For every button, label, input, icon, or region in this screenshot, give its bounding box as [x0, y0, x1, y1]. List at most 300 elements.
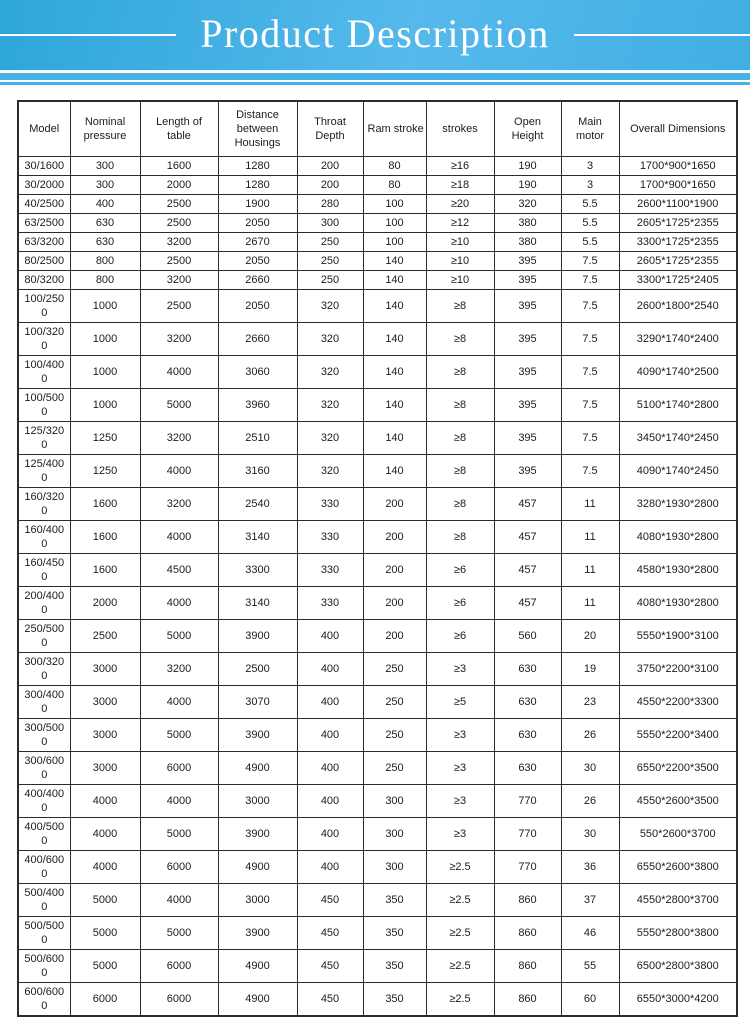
table-cell-open-height: 457: [494, 554, 561, 587]
table-cell-throat-depth: 450: [297, 983, 363, 1017]
column-header-throat-depth: Throat Depth: [297, 101, 363, 157]
table-cell-overall-dimensions: 6550*2600*3800: [619, 851, 737, 884]
table-cell-ram-stroke: 300: [363, 851, 426, 884]
table-cell-throat-depth: 400: [297, 785, 363, 818]
table-cell-distance-between-housings: 3160: [218, 455, 297, 488]
table-cell-length-of-table: 5000: [140, 719, 218, 752]
table-cell-distance-between-housings: 2660: [218, 271, 297, 290]
table-cell-distance-between-housings: 2050: [218, 290, 297, 323]
table-row: [18, 950, 737, 983]
table-cell-strokes: ≥12: [426, 214, 494, 233]
table-cell-distance-between-housings: 3070: [218, 686, 297, 719]
table-cell-ram-stroke: 140: [363, 356, 426, 389]
table-cell-model: 100/3200: [18, 323, 70, 356]
table-cell-open-height: 770: [494, 818, 561, 851]
table-cell-length-of-table: 5000: [140, 917, 218, 950]
product-description-banner: [0, 0, 750, 70]
table-cell-nominal-pressure: 3000: [70, 752, 140, 785]
table-cell-open-height: 630: [494, 686, 561, 719]
table-cell-open-height: 395: [494, 252, 561, 271]
table-cell-main-motor: 36: [561, 851, 619, 884]
table-cell-length-of-table: 5000: [140, 389, 218, 422]
table-cell-model: 63/2500: [18, 214, 70, 233]
table-cell-nominal-pressure: 2000: [70, 587, 140, 620]
table-cell-distance-between-housings: 1280: [218, 157, 297, 176]
table-cell-overall-dimensions: 2605*1725*2355: [619, 214, 737, 233]
table-cell-model: 500/5000: [18, 917, 70, 950]
table-cell-throat-depth: 200: [297, 176, 363, 195]
table-cell-nominal-pressure: 800: [70, 252, 140, 271]
table-cell-overall-dimensions: 6550*3000*4200: [619, 983, 737, 1017]
table-cell-nominal-pressure: 5000: [70, 950, 140, 983]
table-cell-nominal-pressure: 300: [70, 157, 140, 176]
table-row: [18, 521, 737, 554]
column-header-ram-stroke: Ram stroke: [363, 101, 426, 157]
table-cell-throat-depth: 400: [297, 752, 363, 785]
column-header-strokes: strokes: [426, 101, 494, 157]
table-cell-length-of-table: 6000: [140, 851, 218, 884]
table-cell-throat-depth: 400: [297, 620, 363, 653]
table-cell-distance-between-housings: 3900: [218, 719, 297, 752]
table-cell-model: 300/4000: [18, 686, 70, 719]
table-cell-length-of-table: 4000: [140, 785, 218, 818]
table-cell-distance-between-housings: 1900: [218, 195, 297, 214]
table-cell-strokes: ≥6: [426, 620, 494, 653]
table-row: [18, 214, 737, 233]
table-cell-strokes: ≥20: [426, 195, 494, 214]
table-cell-main-motor: 20: [561, 620, 619, 653]
table-cell-overall-dimensions: 4080*1930*2800: [619, 587, 737, 620]
table-row: [18, 719, 737, 752]
table-cell-open-height: 395: [494, 356, 561, 389]
table-cell-open-height: 630: [494, 653, 561, 686]
table-cell-open-height: 630: [494, 719, 561, 752]
table-cell-throat-depth: 300: [297, 214, 363, 233]
table-cell-throat-depth: 400: [297, 818, 363, 851]
table-cell-model: 100/5000: [18, 389, 70, 422]
table-cell-model: 100/4000: [18, 356, 70, 389]
table-cell-ram-stroke: 200: [363, 521, 426, 554]
table-cell-overall-dimensions: 5100*1740*2800: [619, 389, 737, 422]
table-cell-ram-stroke: 250: [363, 653, 426, 686]
table-cell-length-of-table: 4000: [140, 521, 218, 554]
table-cell-open-height: 457: [494, 587, 561, 620]
banner-stripe-thin: [0, 82, 750, 85]
table-cell-strokes: ≥18: [426, 176, 494, 195]
table-row: [18, 983, 737, 1017]
column-header-main-motor: Main motor: [561, 101, 619, 157]
column-header-overall-dimensions: Overall Dimensions: [619, 101, 737, 157]
table-cell-ram-stroke: 140: [363, 271, 426, 290]
table-cell-distance-between-housings: 3140: [218, 587, 297, 620]
table-cell-ram-stroke: 350: [363, 917, 426, 950]
table-cell-nominal-pressure: 400: [70, 195, 140, 214]
table-cell-throat-depth: 400: [297, 719, 363, 752]
table-cell-open-height: 395: [494, 422, 561, 455]
table-cell-strokes: ≥8: [426, 422, 494, 455]
table-cell-nominal-pressure: 5000: [70, 917, 140, 950]
table-cell-throat-depth: 250: [297, 271, 363, 290]
banner-left-rule: [0, 34, 176, 36]
table-cell-model: 500/4000: [18, 884, 70, 917]
table-cell-length-of-table: 6000: [140, 950, 218, 983]
table-row: [18, 422, 737, 455]
table-cell-open-height: 560: [494, 620, 561, 653]
table-cell-strokes: ≥2.5: [426, 983, 494, 1017]
table-cell-length-of-table: 3200: [140, 422, 218, 455]
table-cell-open-height: 457: [494, 488, 561, 521]
table-cell-open-height: 395: [494, 323, 561, 356]
table-cell-length-of-table: 2000: [140, 176, 218, 195]
table-cell-strokes: ≥2.5: [426, 884, 494, 917]
table-cell-main-motor: 3: [561, 176, 619, 195]
table-cell-length-of-table: 4000: [140, 356, 218, 389]
table-cell-length-of-table: 2500: [140, 195, 218, 214]
table-cell-throat-depth: 320: [297, 422, 363, 455]
table-cell-nominal-pressure: 4000: [70, 851, 140, 884]
table-cell-open-height: 860: [494, 983, 561, 1017]
table-cell-open-height: 860: [494, 884, 561, 917]
table-row: [18, 818, 737, 851]
table-row: [18, 233, 737, 252]
table-cell-open-height: 770: [494, 785, 561, 818]
table-row: [18, 851, 737, 884]
table-cell-length-of-table: 3200: [140, 323, 218, 356]
column-header-open-height: Open Height: [494, 101, 561, 157]
table-cell-ram-stroke: 350: [363, 983, 426, 1017]
table-cell-main-motor: 19: [561, 653, 619, 686]
table-cell-ram-stroke: 350: [363, 884, 426, 917]
table-cell-ram-stroke: 200: [363, 554, 426, 587]
table-cell-main-motor: 7.5: [561, 356, 619, 389]
table-cell-throat-depth: 280: [297, 195, 363, 214]
table-cell-strokes: ≥8: [426, 455, 494, 488]
table-cell-model: 125/3200: [18, 422, 70, 455]
table-cell-overall-dimensions: 3280*1930*2800: [619, 488, 737, 521]
table-cell-distance-between-housings: 3900: [218, 818, 297, 851]
table-cell-ram-stroke: 80: [363, 176, 426, 195]
table-cell-overall-dimensions: 6500*2800*3800: [619, 950, 737, 983]
table-cell-distance-between-housings: 4900: [218, 983, 297, 1017]
table-cell-nominal-pressure: 800: [70, 271, 140, 290]
table-cell-throat-depth: 330: [297, 521, 363, 554]
table-cell-model: 160/3200: [18, 488, 70, 521]
table-cell-main-motor: 11: [561, 488, 619, 521]
table-cell-open-height: 395: [494, 389, 561, 422]
table-cell-distance-between-housings: 2510: [218, 422, 297, 455]
table-cell-model: 250/5000: [18, 620, 70, 653]
table-row: [18, 884, 737, 917]
table-cell-strokes: ≥3: [426, 785, 494, 818]
table-cell-main-motor: 11: [561, 554, 619, 587]
table-cell-ram-stroke: 250: [363, 752, 426, 785]
table-cell-overall-dimensions: 4090*1740*2450: [619, 455, 737, 488]
table-cell-throat-depth: 320: [297, 455, 363, 488]
table-cell-strokes: ≥10: [426, 233, 494, 252]
table-cell-throat-depth: 250: [297, 252, 363, 271]
table-cell-open-height: 770: [494, 851, 561, 884]
table-cell-main-motor: 7.5: [561, 323, 619, 356]
table-cell-overall-dimensions: 3450*1740*2450: [619, 422, 737, 455]
table-cell-overall-dimensions: 550*2600*3700: [619, 818, 737, 851]
table-cell-open-height: 380: [494, 214, 561, 233]
table-cell-main-motor: 7.5: [561, 290, 619, 323]
table-cell-distance-between-housings: 1280: [218, 176, 297, 195]
table-cell-ram-stroke: 200: [363, 587, 426, 620]
table-cell-main-motor: 55: [561, 950, 619, 983]
table-row: [18, 587, 737, 620]
table-cell-open-height: 860: [494, 917, 561, 950]
spec-table: [17, 100, 738, 1017]
table-cell-throat-depth: 330: [297, 554, 363, 587]
table-cell-distance-between-housings: 3060: [218, 356, 297, 389]
table-row: [18, 176, 737, 195]
table-cell-strokes: ≥2.5: [426, 950, 494, 983]
table-row: [18, 917, 737, 950]
table-cell-nominal-pressure: 1250: [70, 422, 140, 455]
table-cell-nominal-pressure: 6000: [70, 983, 140, 1017]
table-cell-distance-between-housings: 3900: [218, 620, 297, 653]
table-row: [18, 785, 737, 818]
column-header-distance-between-housings: Distance between Housings: [218, 101, 297, 157]
table-cell-length-of-table: 6000: [140, 983, 218, 1017]
table-cell-overall-dimensions: 3290*1740*2400: [619, 323, 737, 356]
table-cell-strokes: ≥8: [426, 488, 494, 521]
table-cell-ram-stroke: 300: [363, 818, 426, 851]
table-cell-throat-depth: 320: [297, 389, 363, 422]
table-cell-strokes: ≥2.5: [426, 851, 494, 884]
table-cell-length-of-table: 5000: [140, 620, 218, 653]
table-cell-nominal-pressure: 1600: [70, 554, 140, 587]
table-cell-distance-between-housings: 4900: [218, 950, 297, 983]
table-cell-main-motor: 26: [561, 785, 619, 818]
table-cell-model: 500/6000: [18, 950, 70, 983]
table-cell-model: 100/2500: [18, 290, 70, 323]
table-cell-distance-between-housings: 2540: [218, 488, 297, 521]
table-cell-length-of-table: 3200: [140, 271, 218, 290]
table-cell-overall-dimensions: 4550*2200*3300: [619, 686, 737, 719]
table-cell-strokes: ≥10: [426, 271, 494, 290]
table-cell-main-motor: 7.5: [561, 455, 619, 488]
column-header-model: Model: [18, 101, 70, 157]
table-cell-throat-depth: 250: [297, 233, 363, 252]
table-row: [18, 195, 737, 214]
table-cell-length-of-table: 3200: [140, 653, 218, 686]
table-cell-distance-between-housings: 3900: [218, 917, 297, 950]
table-cell-open-height: 860: [494, 950, 561, 983]
table-cell-open-height: 630: [494, 752, 561, 785]
table-cell-throat-depth: 450: [297, 884, 363, 917]
table-cell-model: 125/4000: [18, 455, 70, 488]
table-cell-open-height: 380: [494, 233, 561, 252]
table-cell-nominal-pressure: 3000: [70, 719, 140, 752]
table-cell-open-height: 190: [494, 157, 561, 176]
table-cell-main-motor: 26: [561, 719, 619, 752]
table-cell-model: 400/4000: [18, 785, 70, 818]
table-row: [18, 290, 737, 323]
table-cell-main-motor: 30: [561, 752, 619, 785]
table-cell-model: 30/2000: [18, 176, 70, 195]
table-cell-model: 80/3200: [18, 271, 70, 290]
table-cell-throat-depth: 320: [297, 290, 363, 323]
table-cell-throat-depth: 330: [297, 488, 363, 521]
table-cell-throat-depth: 400: [297, 653, 363, 686]
table-cell-strokes: ≥3: [426, 653, 494, 686]
table-cell-distance-between-housings: 4900: [218, 851, 297, 884]
table-cell-model: 300/3200: [18, 653, 70, 686]
table-cell-main-motor: 60: [561, 983, 619, 1017]
table-cell-main-motor: 7.5: [561, 389, 619, 422]
table-cell-length-of-table: 2500: [140, 214, 218, 233]
table-cell-main-motor: 5.5: [561, 233, 619, 252]
table-cell-throat-depth: 450: [297, 950, 363, 983]
table-cell-main-motor: 23: [561, 686, 619, 719]
table-cell-strokes: ≥3: [426, 719, 494, 752]
table-row: [18, 323, 737, 356]
table-cell-strokes: ≥8: [426, 389, 494, 422]
table-cell-overall-dimensions: 4550*2800*3700: [619, 884, 737, 917]
table-cell-strokes: ≥6: [426, 554, 494, 587]
table-cell-strokes: ≥8: [426, 356, 494, 389]
table-cell-nominal-pressure: 5000: [70, 884, 140, 917]
table-cell-main-motor: 7.5: [561, 271, 619, 290]
table-cell-throat-depth: 320: [297, 356, 363, 389]
table-cell-open-height: 395: [494, 290, 561, 323]
table-cell-model: 30/1600: [18, 157, 70, 176]
table-cell-main-motor: 46: [561, 917, 619, 950]
table-cell-distance-between-housings: 3300: [218, 554, 297, 587]
table-cell-ram-stroke: 100: [363, 233, 426, 252]
table-cell-nominal-pressure: 1600: [70, 488, 140, 521]
table-row: [18, 653, 737, 686]
table-cell-strokes: ≥5: [426, 686, 494, 719]
table-cell-throat-depth: 400: [297, 851, 363, 884]
table-row: [18, 554, 737, 587]
table-cell-main-motor: 11: [561, 521, 619, 554]
table-cell-overall-dimensions: 4580*1930*2800: [619, 554, 737, 587]
table-cell-open-height: 190: [494, 176, 561, 195]
table-cell-ram-stroke: 80: [363, 157, 426, 176]
table-cell-length-of-table: 3200: [140, 488, 218, 521]
table-cell-model: 160/4500: [18, 554, 70, 587]
table-cell-distance-between-housings: 2500: [218, 653, 297, 686]
table-row: [18, 620, 737, 653]
table-cell-overall-dimensions: 5550*1900*3100: [619, 620, 737, 653]
table-cell-ram-stroke: 350: [363, 950, 426, 983]
table-row: [18, 389, 737, 422]
table-cell-length-of-table: 4000: [140, 587, 218, 620]
table-cell-length-of-table: 4000: [140, 455, 218, 488]
table-cell-length-of-table: 1600: [140, 157, 218, 176]
table-cell-ram-stroke: 140: [363, 455, 426, 488]
table-cell-distance-between-housings: 2670: [218, 233, 297, 252]
table-cell-throat-depth: 330: [297, 587, 363, 620]
table-row: [18, 455, 737, 488]
table-cell-main-motor: 37: [561, 884, 619, 917]
table-cell-overall-dimensions: 6550*2200*3500: [619, 752, 737, 785]
table-row: [18, 488, 737, 521]
table-cell-ram-stroke: 140: [363, 252, 426, 271]
table-cell-nominal-pressure: 1000: [70, 323, 140, 356]
table-cell-length-of-table: 4000: [140, 884, 218, 917]
table-cell-ram-stroke: 140: [363, 389, 426, 422]
table-cell-distance-between-housings: 2050: [218, 252, 297, 271]
table-cell-overall-dimensions: 4550*2600*3500: [619, 785, 737, 818]
table-cell-nominal-pressure: 4000: [70, 785, 140, 818]
table-cell-ram-stroke: 250: [363, 686, 426, 719]
table-cell-distance-between-housings: 3000: [218, 785, 297, 818]
table-cell-throat-depth: 450: [297, 917, 363, 950]
table-row: [18, 271, 737, 290]
table-cell-throat-depth: 400: [297, 686, 363, 719]
table-row: [18, 157, 737, 176]
table-cell-overall-dimensions: 3300*1725*2405: [619, 271, 737, 290]
table-cell-ram-stroke: 200: [363, 488, 426, 521]
table-cell-length-of-table: 3200: [140, 233, 218, 252]
table-header-row: [18, 101, 737, 157]
table-cell-model: 160/4000: [18, 521, 70, 554]
table-cell-nominal-pressure: 630: [70, 214, 140, 233]
table-cell-overall-dimensions: 2600*1800*2540: [619, 290, 737, 323]
table-cell-model: 600/6000: [18, 983, 70, 1017]
table-cell-strokes: ≥3: [426, 818, 494, 851]
table-cell-open-height: 457: [494, 521, 561, 554]
table-cell-ram-stroke: 100: [363, 195, 426, 214]
table-cell-length-of-table: 2500: [140, 290, 218, 323]
table-cell-main-motor: 30: [561, 818, 619, 851]
table-cell-overall-dimensions: 3750*2200*3100: [619, 653, 737, 686]
table-cell-length-of-table: 4500: [140, 554, 218, 587]
table-cell-nominal-pressure: 1000: [70, 290, 140, 323]
table-cell-main-motor: 11: [561, 587, 619, 620]
table-cell-overall-dimensions: 5550*2200*3400: [619, 719, 737, 752]
table-cell-strokes: ≥3: [426, 752, 494, 785]
table-row: [18, 752, 737, 785]
table-cell-main-motor: 7.5: [561, 422, 619, 455]
table-cell-distance-between-housings: 3140: [218, 521, 297, 554]
table-cell-model: 300/5000: [18, 719, 70, 752]
table-cell-overall-dimensions: 1700*900*1650: [619, 157, 737, 176]
table-cell-nominal-pressure: 1250: [70, 455, 140, 488]
table-cell-ram-stroke: 300: [363, 785, 426, 818]
table-cell-distance-between-housings: 4900: [218, 752, 297, 785]
table-cell-model: 300/6000: [18, 752, 70, 785]
table-cell-strokes: ≥10: [426, 252, 494, 271]
table-cell-ram-stroke: 100: [363, 214, 426, 233]
table-row: [18, 356, 737, 389]
table-cell-distance-between-housings: 2050: [218, 214, 297, 233]
table-cell-strokes: ≥2.5: [426, 917, 494, 950]
banner-right-rule: [574, 34, 750, 36]
table-cell-overall-dimensions: 5550*2800*3800: [619, 917, 737, 950]
table-cell-strokes: ≥8: [426, 521, 494, 554]
table-cell-strokes: ≥6: [426, 587, 494, 620]
table-cell-nominal-pressure: 2500: [70, 620, 140, 653]
table-cell-overall-dimensions: 2600*1100*1900: [619, 195, 737, 214]
table-cell-ram-stroke: 200: [363, 620, 426, 653]
table-cell-open-height: 395: [494, 455, 561, 488]
table-cell-model: 400/5000: [18, 818, 70, 851]
table-cell-nominal-pressure: 1600: [70, 521, 140, 554]
table-cell-strokes: ≥16: [426, 157, 494, 176]
table-cell-nominal-pressure: 3000: [70, 686, 140, 719]
column-header-nominal-pressure: Nominal pressure: [70, 101, 140, 157]
table-cell-overall-dimensions: 2605*1725*2355: [619, 252, 737, 271]
table-cell-model: 400/6000: [18, 851, 70, 884]
table-cell-strokes: ≥8: [426, 323, 494, 356]
table-cell-ram-stroke: 140: [363, 290, 426, 323]
table-cell-overall-dimensions: 4080*1930*2800: [619, 521, 737, 554]
